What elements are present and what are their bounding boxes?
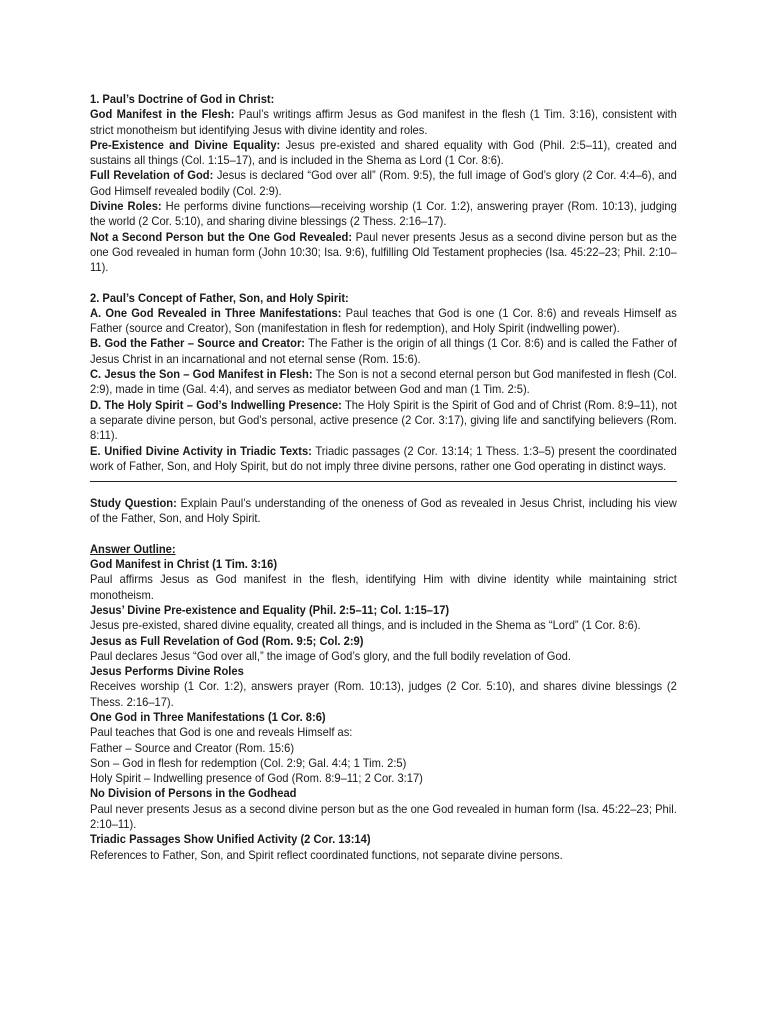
item-label: C. Jesus the Son – God Manifest in Flesh: [90,367,313,382]
spacer [90,527,677,542]
item-label: A. One God Revealed in Three Manifestations: [90,305,342,320]
section-1-heading: 1. Paul’s Doctrine of God in Christ: [90,92,275,106]
section-2-heading: 2. Paul’s Concept of Father, Son, and Holy Spirit: [90,290,349,305]
item-text: Jesus pre-existed and shared equality with God (Phil. 2:5–11), created and sustains all things (Col. 1:15–17), and is included in the Shema as Lord (1 Cor. 8:6). [90,137,677,168]
item-label: E. Unified Divine Activity in Triadic Texts: [90,443,312,458]
item-text: Paul’s writings affirm Jesus as God manifest in the flesh (1 Tim. 3:16), consistent with strict monotheism but identifying Jesus with divine identity and roles. [90,107,677,137]
item-text: The Son is not a second eternal person but God manifested in flesh (Col. 2:9), made in time (Gal. 4:4), and serves as mediator between God and man (1 Tim. 2:5). [90,367,677,397]
answer-outline-heading: Answer Outline: [90,541,176,556]
outline-point-text: Jesus pre-existed, shared divine equality, created all things, and is included in the Shema as “Lord” (1 Cor. 8:6). [90,618,641,633]
item-label: God Manifest in the Flesh: [90,107,235,122]
item-text: The Father is the origin of all things (1 Cor. 8:6) and is called the Father of Jesus Christ in an incarnational and not eternal sense (Rom. 15:6). [90,336,677,366]
study-question-text: Explain Paul’s understanding of the oneness of God as revealed in Jesus Christ, including his view of the Father, Son, and Holy Spirit. [90,496,677,526]
outline-point-title: One God in Three Manifestations (1 Cor. 8:6) [90,709,326,724]
item-label: Full Revelation of God: [90,168,214,183]
section-2-item [90,398,677,444]
study-question-label: Study Question: [90,496,177,511]
outline-point-text: Paul affirms Jesus as God manifest in the flesh, identifying Him with divine identity while maintaining strict monotheism. [90,572,677,602]
section-1-item [90,107,677,138]
item-text: Jesus is declared “God over all” (Rom. 9:5), the full image of God’s glory (2 Cor. 4:4–6), and God Himself revealed bodily (Col. 2:9). [90,168,677,198]
section-1-item [90,199,677,230]
item-text: The Holy Spirit is the Spirit of God and of Christ (Rom. 8:9–11), not a separate divine person, but God’s personal, active presence (2 Cor. 3:17), giving life and sanctifying believers (Rom. 8:11). [90,397,677,443]
section-1-item [90,168,677,199]
outline-point-title: Jesus’ Divine Pre-existence and Equality (Phil. 2:5–11; Col. 1:15–17) [90,602,450,617]
section-2-item [90,336,677,367]
outline-point-title: God Manifest in Christ (1 Tim. 3:16) [90,557,278,572]
outline-point-title: Triadic Passages Show Unified Activity (2 Cor. 13:14) [90,832,371,847]
outline-point-text: Receives worship (1 Cor. 1:2), answers prayer (Rom. 10:13), judges (2 Cor. 5:10), and shares divine blessings (2 Thess. 2:16–17). [90,679,677,709]
spacer [90,474,677,481]
item-label: Divine Roles: [90,199,162,214]
outline-point-title: Jesus Performs Divine Roles [90,664,244,679]
section-2-item [90,306,677,337]
outline-point-title: Jesus as Full Revelation of God (Rom. 9:5; Col. 2:9) [90,633,364,648]
section-1-item [90,230,677,276]
section-2-item [90,367,677,398]
document-page [90,92,677,863]
item-text: He performs divine functions—receiving worship (1 Cor. 1:2), answering prayer (Rom. 10:13), judging the world (2 Cor. 5:10), and sharing divine blessings (2 Thess. 2:16–17). [90,199,677,229]
item-text: Paul teaches that God is one (1 Cor. 8:6) and reveals Himself as Father (source and Creator), Son (manifestation in flesh for redemption), and Holy Spirit (indwelling power). [90,305,677,336]
spacer [90,276,677,291]
section-1-item [90,138,677,169]
item-label: D. The Holy Spirit – God’s Indwelling Presence: [90,397,342,412]
item-label: Pre-Existence and Divine Equality: [90,137,281,152]
outline-point-text: Paul never presents Jesus as a second divine person but as the one God revealed in human form (Isa. 45:22–23; Phil. 2:10–11). [90,801,677,832]
answer-outline-heading-row [90,542,677,557]
outline-point-text: Paul declares Jesus “God over all,” the image of God’s glory, and the full bodily revelation of God. [90,648,571,663]
item-label: Not a Second Person but the One God Revealed: [90,229,353,244]
outline-point-text: References to Father, Son, and Spirit reflect coordinated functions, not separate divine persons. [90,847,563,862]
item-text: Triadic passages (2 Cor. 13:14; 1 Thess. 1:3–5) present the coordinated work of Father, Son, and Holy Spirit, but do not imply three divine persons, rather one God operating in distinct ways. [90,443,677,473]
outline-point-text: Son – God in flesh for redemption (Col. 2:9; Gal. 4:4; 1 Tim. 2:5) [90,755,407,770]
outline-point-text: Holy Spirit – Indwelling presence of God (Rom. 8:9–11; 2 Cor. 3:17) [90,771,423,786]
outline-point-text: Paul teaches that God is one and reveals Himself as: [90,725,353,740]
horizontal-divider [90,481,677,482]
study-question [90,496,677,527]
section-2-item [90,444,677,475]
outline-point-text: Father – Source and Creator (Rom. 15:6) [90,740,295,755]
item-text: Paul never presents Jesus as a second divine person but as the one God revealed in human form (John 10:30; Isa. 9:6), fulfilling Old Testament prophecies (Isa. 45:22–23; Phil. 2:10–11). [90,229,677,275]
item-label: B. God the Father – Source and Creator: [90,336,306,351]
outline-point-title: No Division of Persons in the Godhead [90,786,297,801]
